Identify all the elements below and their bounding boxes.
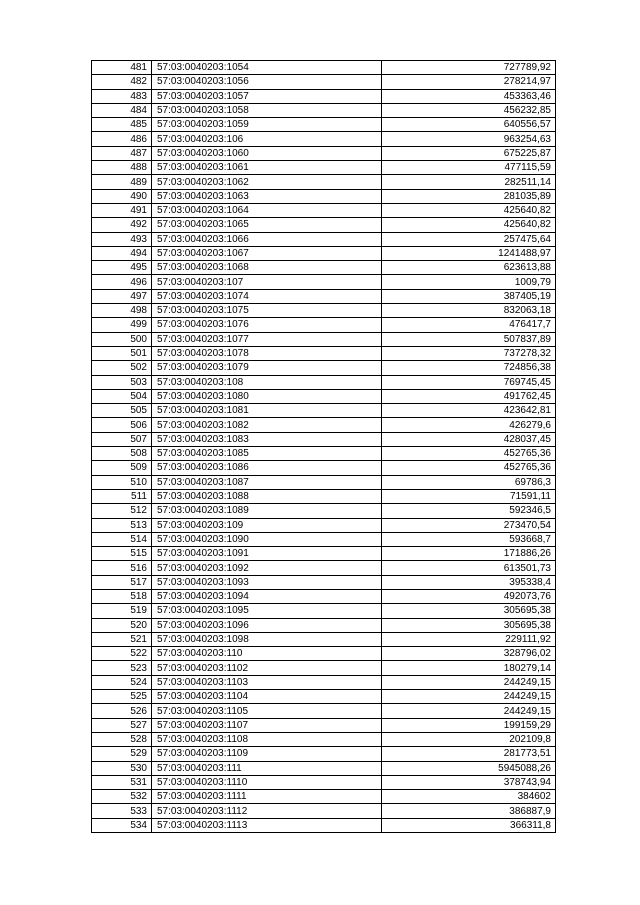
cadastral-value-cell: 328796,02 [382,647,556,661]
table-row [92,75,556,89]
row-number-cell: 527 [92,718,152,732]
table-row [92,747,556,761]
cadastral-value-cell: 202109,8 [382,732,556,746]
cadastral-value-cell: 640556,57 [382,118,556,132]
table-row [92,447,556,461]
cadastral-number-cell: 57:03:0040203:1096 [152,618,382,632]
cadastral-number-cell: 57:03:0040203:1060 [152,146,382,160]
table-row [92,346,556,360]
table-row [92,532,556,546]
row-number-cell: 496 [92,275,152,289]
cadastral-value-cell: 229111,92 [382,632,556,646]
row-number-cell: 498 [92,304,152,318]
table-row [92,690,556,704]
table-row [92,275,556,289]
table-row [92,618,556,632]
row-number-cell: 503 [92,375,152,389]
row-number-cell: 488 [92,161,152,175]
table-row [92,432,556,446]
cadastral-number-cell: 57:03:0040203:1077 [152,332,382,346]
cadastral-number-cell: 57:03:0040203:110 [152,647,382,661]
table-row [92,475,556,489]
row-number-cell: 522 [92,647,152,661]
cadastral-value-cell: 244249,15 [382,690,556,704]
table-row [92,304,556,318]
table-row [92,518,556,532]
row-number-cell: 509 [92,461,152,475]
table-row [92,361,556,375]
cadastral-number-cell: 57:03:0040203:1090 [152,532,382,546]
cadastral-number-cell: 57:03:0040203:1078 [152,346,382,360]
row-number-cell: 526 [92,704,152,718]
row-number-cell: 518 [92,589,152,603]
table-row [92,246,556,260]
cadastral-value-cell: 171886,26 [382,547,556,561]
cadastral-number-cell: 57:03:0040203:1083 [152,432,382,446]
cadastral-value-cell: 426279,6 [382,418,556,432]
table-row [92,103,556,117]
row-number-cell: 487 [92,146,152,160]
cadastral-number-cell: 57:03:0040203:1054 [152,61,382,75]
row-number-cell: 511 [92,489,152,503]
cadastral-number-cell: 57:03:0040203:1066 [152,232,382,246]
table-row [92,732,556,746]
cadastral-value-cell: 395338,4 [382,575,556,589]
table-row [92,318,556,332]
cadastral-number-cell: 57:03:0040203:1088 [152,489,382,503]
row-number-cell: 481 [92,61,152,75]
cadastral-value-cell: 378743,94 [382,775,556,789]
cadastral-value-cell: 727789,92 [382,61,556,75]
table-row [92,61,556,75]
cadastral-value-cell: 963254,63 [382,132,556,146]
cadastral-number-cell: 57:03:0040203:1109 [152,747,382,761]
row-number-cell: 505 [92,404,152,418]
table-row [92,718,556,732]
cadastral-value-cell: 832063,18 [382,304,556,318]
cadastral-number-cell: 57:03:0040203:109 [152,518,382,532]
table-row [92,647,556,661]
cadastral-number-cell: 57:03:0040203:107 [152,275,382,289]
table-row [92,632,556,646]
table-row [92,203,556,217]
cadastral-value-cell: 428037,45 [382,432,556,446]
table-row [92,118,556,132]
table-row [92,132,556,146]
cadastral-value-cell: 456232,85 [382,103,556,117]
table-row [92,561,556,575]
table-row [92,189,556,203]
cadastral-number-cell: 57:03:0040203:1093 [152,575,382,589]
cadastral-value-cell: 384602 [382,790,556,804]
table-body [92,61,556,833]
table-row [92,675,556,689]
table-row [92,504,556,518]
table-row [92,575,556,589]
row-number-cell: 525 [92,690,152,704]
cadastral-number-cell: 57:03:0040203:1074 [152,289,382,303]
cadastral-value-cell: 278214,97 [382,75,556,89]
row-number-cell: 524 [92,675,152,689]
table-row [92,604,556,618]
table-row [92,261,556,275]
table-row [92,232,556,246]
table-row [92,547,556,561]
table-row [92,790,556,804]
cadastral-value-cell: 613501,73 [382,561,556,575]
cadastral-value-cell: 492073,76 [382,589,556,603]
row-number-cell: 516 [92,561,152,575]
cadastral-value-cell: 724856,38 [382,361,556,375]
cadastral-number-cell: 57:03:0040203:1075 [152,304,382,318]
cadastral-value-cell: 737278,32 [382,346,556,360]
row-number-cell: 531 [92,775,152,789]
row-number-cell: 506 [92,418,152,432]
row-number-cell: 502 [92,361,152,375]
cadastral-number-cell: 57:03:0040203:1098 [152,632,382,646]
cadastral-number-cell: 57:03:0040203:111 [152,761,382,775]
cadastral-value-cell: 5945088,26 [382,761,556,775]
table-row [92,489,556,503]
cadastral-value-cell: 281035,89 [382,189,556,203]
row-number-cell: 507 [92,432,152,446]
cadastral-number-cell: 57:03:0040203:1108 [152,732,382,746]
cadastral-number-cell: 57:03:0040203:1111 [152,790,382,804]
cadastral-number-cell: 57:03:0040203:1076 [152,318,382,332]
row-number-cell: 508 [92,447,152,461]
cadastral-value-cell: 425640,82 [382,218,556,232]
cadastral-value-cell: 366311,8 [382,818,556,832]
row-number-cell: 504 [92,389,152,403]
table-row [92,704,556,718]
cadastral-number-cell: 57:03:0040203:1103 [152,675,382,689]
cadastral-value-cell: 199159,29 [382,718,556,732]
cadastral-number-cell: 57:03:0040203:1063 [152,189,382,203]
row-number-cell: 494 [92,246,152,260]
row-number-cell: 493 [92,232,152,246]
cadastral-number-cell: 57:03:0040203:1082 [152,418,382,432]
cadastral-value-cell: 273470,54 [382,518,556,532]
cadastral-number-cell: 57:03:0040203:1068 [152,261,382,275]
row-number-cell: 495 [92,261,152,275]
cadastral-number-cell: 57:03:0040203:1065 [152,218,382,232]
table-row [92,404,556,418]
cadastral-value-cell: 180279,14 [382,661,556,675]
cadastral-value-cell: 477115,59 [382,161,556,175]
row-number-cell: 510 [92,475,152,489]
cadastral-value-cell: 769745,45 [382,375,556,389]
row-number-cell: 534 [92,818,152,832]
cadastral-value-cell: 281773,51 [382,747,556,761]
row-number-cell: 484 [92,103,152,117]
cadastral-value-cell: 386887,9 [382,804,556,818]
row-number-cell: 489 [92,175,152,189]
row-number-cell: 490 [92,189,152,203]
cadastral-number-cell: 57:03:0040203:106 [152,132,382,146]
cadastral-value-cell: 244249,15 [382,704,556,718]
table-row [92,389,556,403]
cadastral-value-cell: 507837,89 [382,332,556,346]
cadastral-number-cell: 57:03:0040203:1094 [152,589,382,603]
table-row [92,161,556,175]
row-number-cell: 515 [92,547,152,561]
cadastral-value-cell: 452765,36 [382,447,556,461]
row-number-cell: 513 [92,518,152,532]
row-number-cell: 529 [92,747,152,761]
cadastral-number-cell: 57:03:0040203:108 [152,375,382,389]
row-number-cell: 523 [92,661,152,675]
table-row [92,661,556,675]
cadastral-number-cell: 57:03:0040203:1105 [152,704,382,718]
cadastral-value-cell: 387405,19 [382,289,556,303]
row-number-cell: 520 [92,618,152,632]
cadastral-number-cell: 57:03:0040203:1081 [152,404,382,418]
table-row [92,461,556,475]
row-number-cell: 483 [92,89,152,103]
row-number-cell: 533 [92,804,152,818]
row-number-cell: 485 [92,118,152,132]
row-number-cell: 497 [92,289,152,303]
cadastral-number-cell: 57:03:0040203:1104 [152,690,382,704]
cadastral-value-cell: 452765,36 [382,461,556,475]
cadastral-number-cell: 57:03:0040203:1079 [152,361,382,375]
cadastral-number-cell: 57:03:0040203:1059 [152,118,382,132]
cadastral-number-cell: 57:03:0040203:1057 [152,89,382,103]
table-row [92,761,556,775]
table-row [92,589,556,603]
row-number-cell: 517 [92,575,152,589]
table-row [92,289,556,303]
cadastral-value-cell: 592346,5 [382,504,556,518]
cadastral-value-cell: 1241488,97 [382,246,556,260]
table-row [92,418,556,432]
cadastral-number-cell: 57:03:0040203:1087 [152,475,382,489]
cadastral-value-cell: 623613,88 [382,261,556,275]
cadastral-value-cell: 423642,81 [382,404,556,418]
cadastral-value-cell: 491762,45 [382,389,556,403]
cadastral-number-cell: 57:03:0040203:1080 [152,389,382,403]
cadastral-value-cell: 593668,7 [382,532,556,546]
row-number-cell: 514 [92,532,152,546]
cadastral-number-cell: 57:03:0040203:1113 [152,818,382,832]
table-row [92,332,556,346]
table-row [92,146,556,160]
cadastral-value-cell: 1009,79 [382,275,556,289]
cadastral-value-cell: 305695,38 [382,618,556,632]
cadastral-number-cell: 57:03:0040203:1091 [152,547,382,561]
cadastral-value-cell: 425640,82 [382,203,556,217]
cadastral-number-cell: 57:03:0040203:1095 [152,604,382,618]
cadastral-value-cell: 71591,11 [382,489,556,503]
cadastral-number-cell: 57:03:0040203:1092 [152,561,382,575]
cadastral-number-cell: 57:03:0040203:1061 [152,161,382,175]
cadastral-number-cell: 57:03:0040203:1102 [152,661,382,675]
row-number-cell: 486 [92,132,152,146]
cadastral-number-cell: 57:03:0040203:1107 [152,718,382,732]
cadastral-value-cell: 244249,15 [382,675,556,689]
table-row [92,804,556,818]
cadastral-value-cell: 453363,46 [382,89,556,103]
cadastral-number-cell: 57:03:0040203:1085 [152,447,382,461]
cadastral-number-cell: 57:03:0040203:1062 [152,175,382,189]
row-number-cell: 521 [92,632,152,646]
cadastral-number-cell: 57:03:0040203:1058 [152,103,382,117]
table-row [92,89,556,103]
row-number-cell: 501 [92,346,152,360]
cadastral-value-cell: 69786,3 [382,475,556,489]
table-row [92,775,556,789]
cadastral-value-cell: 257475,64 [382,232,556,246]
row-number-cell: 491 [92,203,152,217]
table-row [92,218,556,232]
cadastral-value-cell: 305695,38 [382,604,556,618]
row-number-cell: 530 [92,761,152,775]
table-row [92,375,556,389]
cadastral-number-cell: 57:03:0040203:1086 [152,461,382,475]
cadastral-number-cell: 57:03:0040203:1056 [152,75,382,89]
row-number-cell: 482 [92,75,152,89]
cadastral-value-cell: 675225,87 [382,146,556,160]
cadastral-number-cell: 57:03:0040203:1067 [152,246,382,260]
table-row [92,175,556,189]
row-number-cell: 532 [92,790,152,804]
cadastral-number-cell: 57:03:0040203:1112 [152,804,382,818]
row-number-cell: 500 [92,332,152,346]
table-row [92,818,556,832]
cadastral-value-cell: 476417,7 [382,318,556,332]
row-number-cell: 519 [92,604,152,618]
cadastral-number-cell: 57:03:0040203:1110 [152,775,382,789]
cadastral-value-table [91,60,556,833]
row-number-cell: 512 [92,504,152,518]
row-number-cell: 492 [92,218,152,232]
row-number-cell: 528 [92,732,152,746]
cadastral-number-cell: 57:03:0040203:1064 [152,203,382,217]
row-number-cell: 499 [92,318,152,332]
cadastral-number-cell: 57:03:0040203:1089 [152,504,382,518]
cadastral-value-cell: 282511,14 [382,175,556,189]
